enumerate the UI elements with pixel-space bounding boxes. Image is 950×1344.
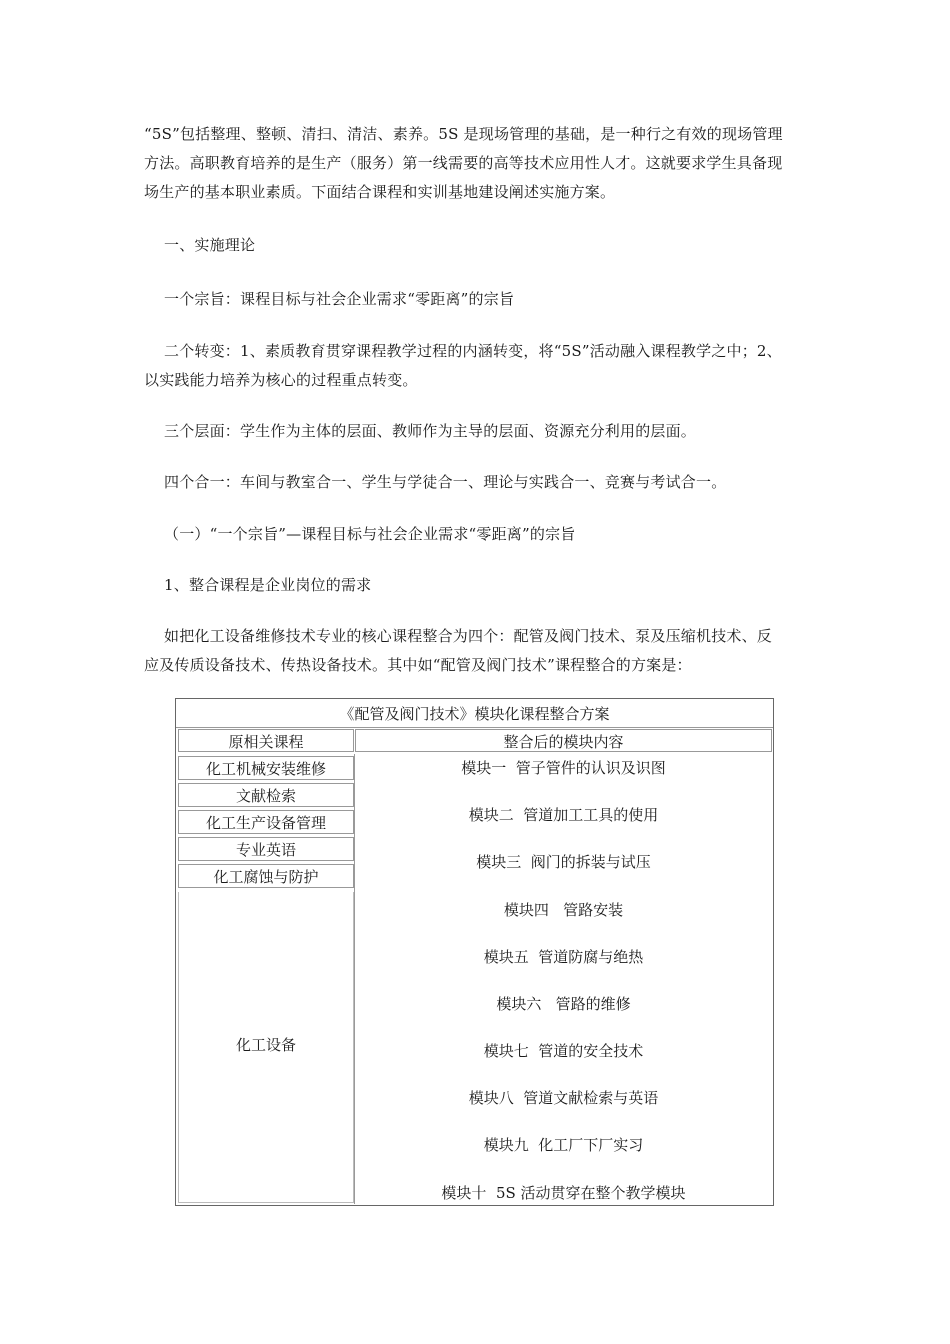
original-course-merged-label: 化工设备 <box>235 1036 296 1054</box>
module-item: 模块九 化工厂下厂实习 <box>483 1136 644 1154</box>
original-course-cell: 化工腐蚀与防护 <box>178 864 354 888</box>
original-course-cell: 化工机械安装维修 <box>178 756 354 780</box>
module-item: 模块五 管道防腐与绝热 <box>483 948 644 966</box>
intro-line-2: 方法。高职教育培养的是生产（服务）第一线需要的高等技术应用性人才。这就要求学生具备现 <box>144 154 783 172</box>
table-header-modules: 整合后的模块内容 <box>355 729 772 752</box>
paragraph-two-transitions <box>144 337 808 395</box>
module-item: 模块四 管路安装 <box>503 901 624 919</box>
subsection-heading-2 <box>144 571 808 600</box>
original-course-merged-cell <box>178 892 354 1203</box>
course-integration-table <box>175 698 774 1206</box>
module-item: 模块八 管道文献检索与英语 <box>468 1089 659 1107</box>
paragraph-four-text: 四个合一：车间与教室合一、学生与学徒合一、理论与实践合一、竞赛与考试合一。 <box>164 473 727 491</box>
paragraph-course-integration <box>144 622 808 680</box>
original-course-cell: 文献检索 <box>178 783 354 807</box>
paragraph-two-line-2: 以实践能力培养为核心的过程重点转变。 <box>144 371 418 389</box>
paragraph-one-tenet-text: 一个宗旨：课程目标与社会企业需求“零距离”的宗旨 <box>164 290 515 308</box>
original-course-cell: 专业英语 <box>178 837 354 861</box>
module-item: 模块十 5S 活动贯穿在整个教学模块 <box>441 1184 686 1202</box>
paragraph-three-text: 三个层面：学生作为主体的层面、教师作为主导的层面、资源充分利用的层面。 <box>164 422 697 440</box>
original-course-cell: 化工生产设备管理 <box>178 810 354 834</box>
paragraph-one-tenet <box>144 285 808 314</box>
paragraph-three-levels <box>144 417 808 446</box>
paragraph-four-unities <box>144 468 808 497</box>
paragraph-two-line-1: 二个转变：1、素质教育贯穿课程教学过程的内涵转变，将“5S”活动融入课程教学之中；2、 <box>164 342 782 360</box>
course-integration-line-1: 如把化工设备维修技术专业的核心课程整合为四个：配管及阀门技术、泵及压缩机技术、反 <box>164 627 773 645</box>
module-item: 模块三 阀门的拆装与试压 <box>476 853 651 871</box>
module-item: 模块一 管子管件的认识及识图 <box>461 759 666 777</box>
table-title: 《配管及阀门技术》模块化课程整合方案 <box>176 699 773 728</box>
intro-line-3: 场生产的基本职业素质。下面结合课程和实训基地建设阐述实施方案。 <box>144 183 616 201</box>
subsection-heading-1-text: （一）“一个宗旨”—课程目标与社会企业需求“零距离”的宗旨 <box>164 525 576 543</box>
table-header-original-courses: 原相关课程 <box>178 729 354 752</box>
section-heading-1 <box>144 231 808 260</box>
intro-line-1: “5S”包括整理、整顿、清扫、清洁、素养。5S 是现场管理的基础，是一种行之有效的现场管理 <box>144 125 783 143</box>
module-item: 模块六 管路的维修 <box>496 995 631 1013</box>
module-item: 模块七 管道的安全技术 <box>483 1042 644 1060</box>
subsection-heading-1 <box>144 520 808 549</box>
course-integration-line-2: 应及传质设备技术、传热设备技术。其中如“配管及阀门技术”课程整合的方案是： <box>144 656 692 674</box>
subsection-heading-2-text: 1、整合课程是企业岗位的需求 <box>164 576 372 594</box>
module-item: 模块二 管道加工工具的使用 <box>468 806 659 824</box>
section-heading-1-text: 一、实施理论 <box>164 236 256 254</box>
intro-paragraph <box>144 120 808 207</box>
